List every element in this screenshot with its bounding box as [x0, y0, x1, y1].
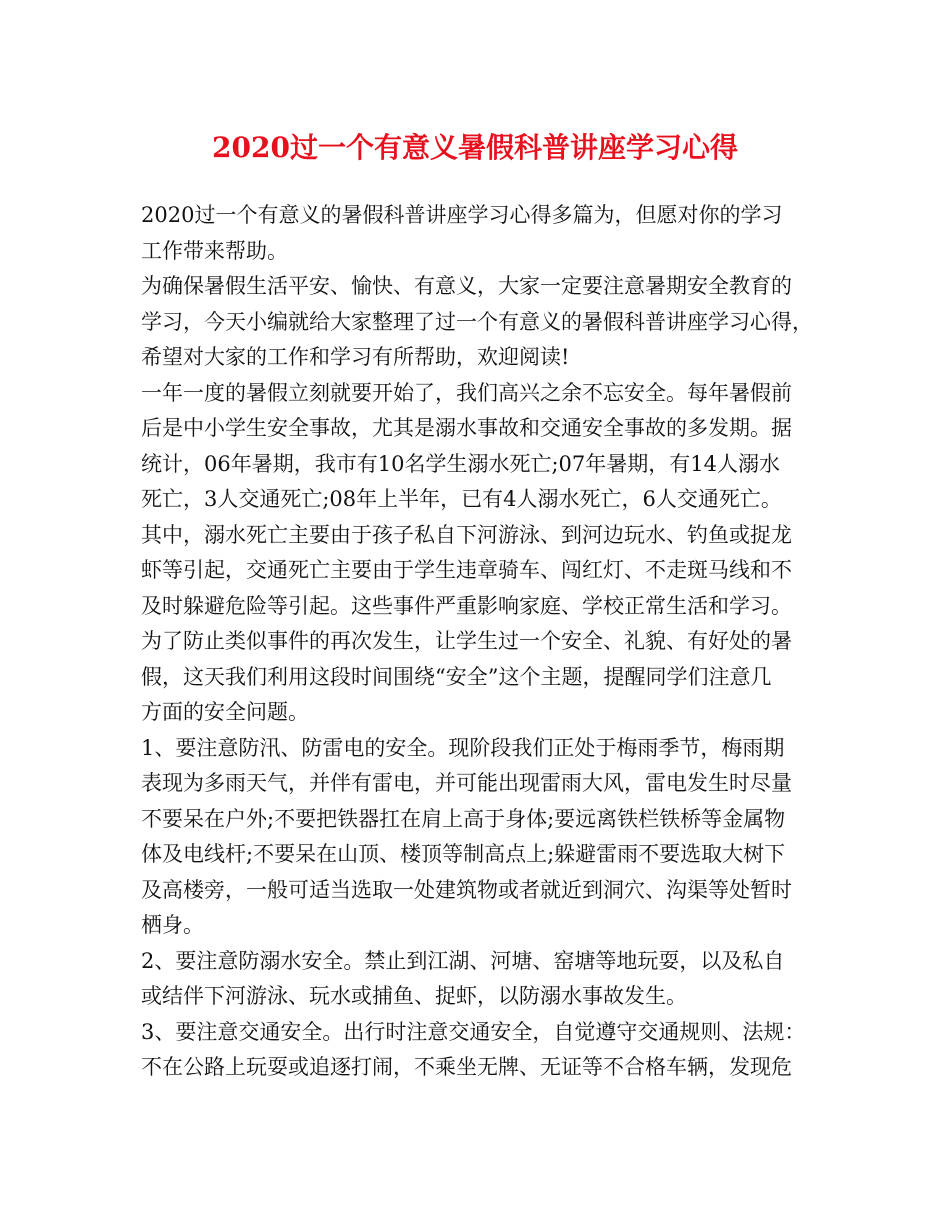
paragraph-item-2 — [141, 944, 821, 1015]
text-line: 不要呆在户外;不要把铁器扛在肩上高于身体;要远离铁栏铁桥等金属物 — [141, 806, 786, 831]
text-line: 不在公路上玩耍或追逐打闹，不乘坐无牌、无证等不合格车辆，发现危 — [141, 1055, 792, 1079]
paragraph-purpose — [141, 269, 821, 376]
paragraph-statistics — [141, 376, 821, 625]
text-line: 或结伴下河游泳、玩水或捕鱼、捉虾，以防溺水事故发生。 — [141, 984, 687, 1008]
document-title: 2020过一个有意义暑假科普讲座学习心得 — [212, 131, 738, 164]
text-line: 一年一度的暑假立刻就要开始了，我们高兴之余不忘安全。每年暑假前 — [141, 380, 792, 405]
text-line: 2、要注意防溺水安全。禁止到江湖、河塘、窑塘等地玩耍，以及私自 — [141, 948, 785, 973]
paragraph-prevention — [141, 624, 821, 731]
text-line: 为了防止类似事件的再次发生，让学生过一个安全、礼貌、有好处的暑 — [141, 629, 792, 653]
text-line: 假，这天我们利用这段时间围绕“安全”这个主题，提醒同学们注意几 — [141, 664, 772, 689]
text-line: 及时躲避危险等引起。这些事件严重影响家庭、学校正常生活和学习。 — [141, 593, 792, 618]
text-line: 后是中小学生安全事故，尤其是溺水事故和交通安全事故的多发期。据 — [141, 416, 792, 440]
paragraph-intro — [141, 198, 821, 269]
document-body — [141, 198, 821, 1086]
paragraph-item-3 — [141, 1015, 821, 1086]
text-line: 1、要注意防汛、防雷电的安全。现阶段我们正处于梅雨季节，梅雨期 — [141, 735, 785, 760]
text-line: 表现为多雨天气，并伴有雷电，并可能出现雷雨大风，雷电发生时尽量 — [141, 771, 792, 795]
text-line: 学习，今天小编就给大家整理了过一个有意义的暑假科普讲座学习心得， — [141, 309, 813, 334]
text-line: 3、要注意交通安全。出行时注意交通安全，自觉遵守交通规则、法规： — [141, 1019, 806, 1044]
text-line: 工作带来帮助。 — [141, 238, 288, 263]
text-line: 体及电线杆;不要呆在山顶、楼顶等制高点上;躲避雷雨不要选取大树下 — [141, 842, 786, 866]
text-line: 统计，06年暑期，我市有10名学生溺水死亡;07年暑期，有14人溺水 — [141, 451, 780, 476]
paragraph-item-1 — [141, 731, 821, 944]
text-line: 希望对大家的工作和学习有所帮助，欢迎阅读! — [141, 345, 570, 369]
text-line: 栖身。 — [141, 913, 204, 937]
text-line: 为确保暑假生活平安、愉快、有意义，大家一定要注意暑期安全教育的 — [141, 274, 792, 298]
text-line: 方面的安全问题。 — [141, 700, 309, 724]
text-line: 2020过一个有意义的暑假科普讲座学习心得多篇为，但愿对你的学习 — [141, 203, 783, 227]
text-line: 其中，溺水死亡主要由于孩子私自下河游泳、到河边玩水、钓鱼或捉龙 — [141, 522, 792, 547]
text-line: 虾等引起，交通死亡主要由于学生违章骑车、闯红灯、不走斑马线和不 — [141, 558, 792, 582]
text-line: 及高楼旁，一般可适当选取一处建筑物或者就近到洞穴、沟渠等处暂时 — [141, 877, 792, 902]
text-line: 死亡，3人交通死亡;08年上半年，已有4人溺水死亡，6人交通死亡。 — [141, 487, 782, 511]
